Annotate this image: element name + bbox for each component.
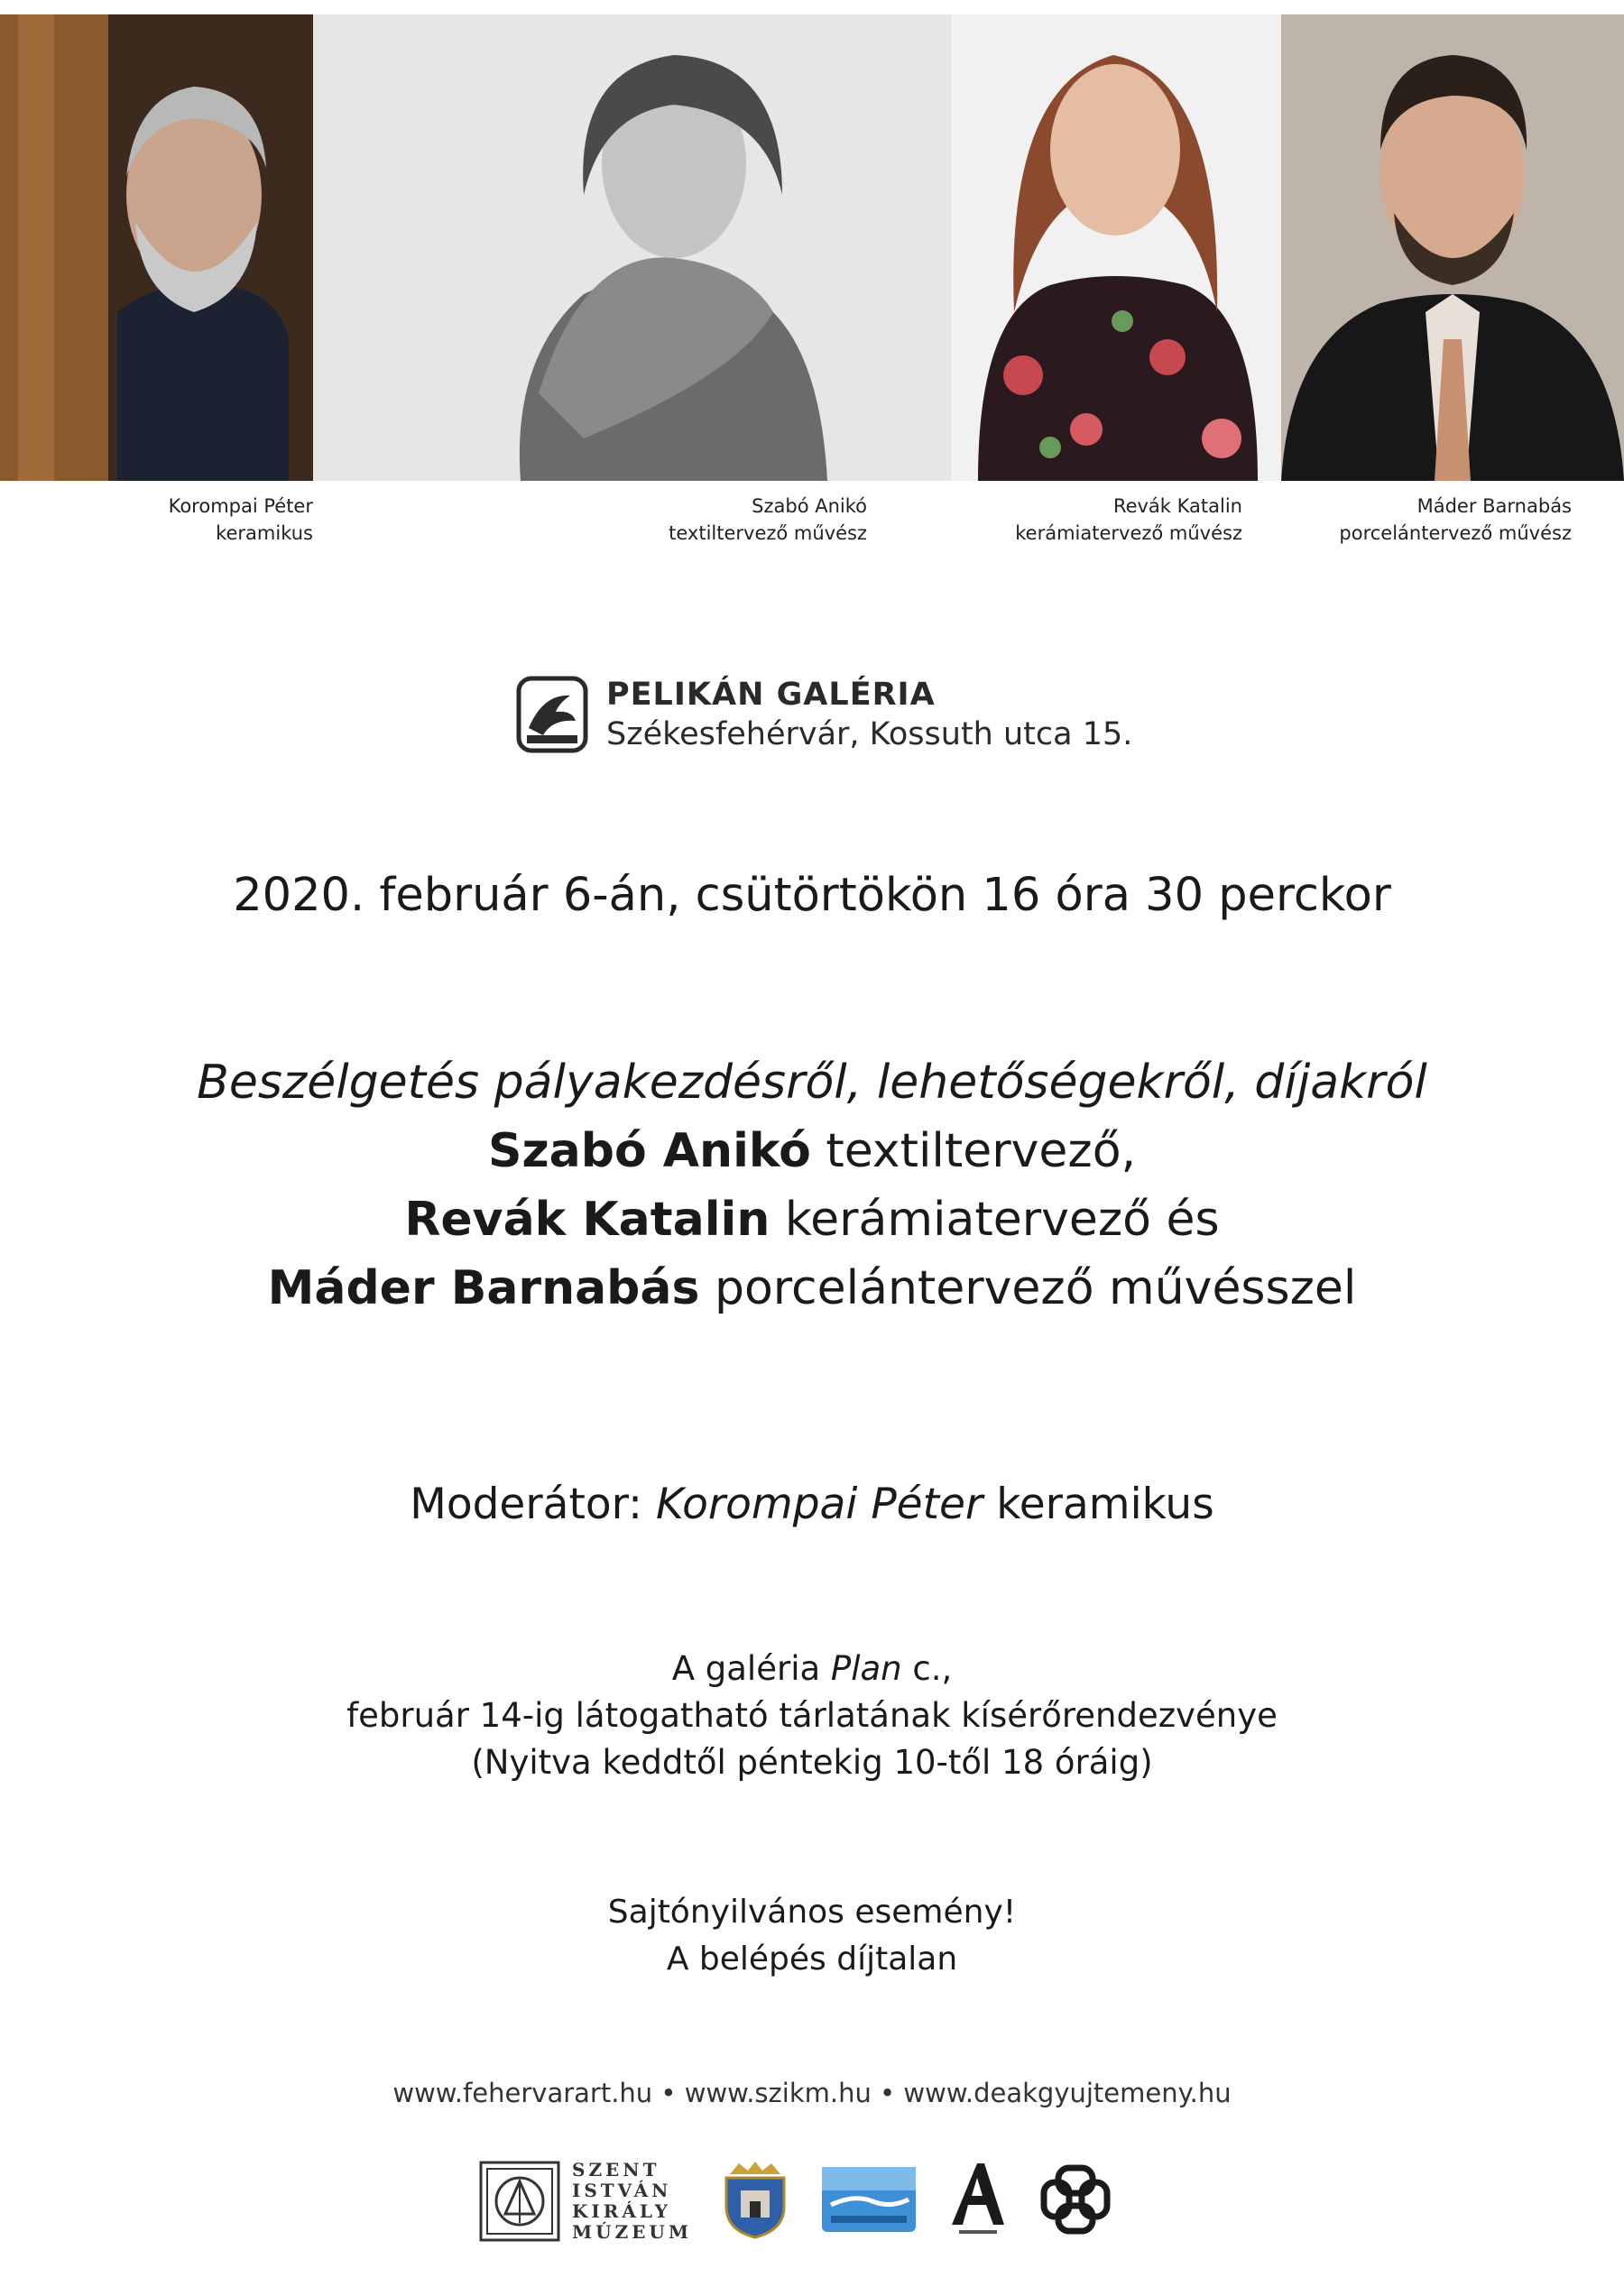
plan-line-1: [0, 1646, 1624, 1692]
guest-line-3: [0, 1254, 1624, 1323]
press-info: [0, 1889, 1624, 1983]
moderator-label: Moderátor:: [410, 1480, 642, 1529]
gallery-text: [606, 675, 1132, 754]
museum-line: MÚZEUM: [572, 2221, 693, 2243]
gallery-address: Székesfehérvár, Kossuth utca 15.: [606, 716, 1133, 752]
city-coat-of-arms-icon: [719, 2158, 791, 2241]
plan-title: Plan: [830, 1649, 902, 1688]
plan-line-2: február 14-ig látogatható tárlatának kísérőrendezvénye: [346, 1696, 1278, 1735]
guest-role: kerámiatervező és: [784, 1193, 1220, 1247]
museum-name: [572, 2160, 692, 2243]
caption-role: porcelántervező művész: [1339, 522, 1572, 544]
telecsettel-logo: [818, 2160, 919, 2243]
knot-logo: [1037, 2161, 1114, 2242]
guest-line-1: [0, 1117, 1624, 1185]
caption-revak-katalin: [1015, 493, 1242, 547]
event-description: [0, 1048, 1624, 1323]
guest-line-2: [0, 1185, 1624, 1254]
knot-logo-icon: [1037, 2161, 1114, 2238]
szikm-logo-icon: [478, 2160, 561, 2243]
event-title: Beszélgetés pályakezdésről, lehetőségekről, díjakról: [197, 1056, 1427, 1110]
museum-line: ISTVÁN: [572, 2180, 672, 2201]
museum-logo: [478, 2160, 692, 2243]
opening-hours: (Nyitva keddtől péntekig 10-től 18 óráig): [471, 1743, 1153, 1782]
sponsor-logos: [478, 2156, 1141, 2246]
moderator-role: keramikus: [996, 1480, 1214, 1529]
museum-line: SZENT: [572, 2159, 660, 2181]
press-line: Sajtónyilvános esemény!: [607, 1894, 1017, 1931]
photo-szabo-aniko: [313, 14, 951, 481]
plan-prefix: A galéria: [671, 1649, 821, 1688]
pelikan-logo-icon: [516, 676, 588, 753]
exhibition-info: [0, 1646, 1624, 1786]
caption-name: Szabó Anikó: [752, 495, 867, 517]
telecsettel-logo-icon: [818, 2160, 919, 2239]
caption-mader-barnabas: [1339, 493, 1572, 547]
moderator-name: Korompai Péter: [655, 1480, 983, 1529]
website-links[interactable]: www.fehervarart.hu • www.szikm.hu • www.deakgyujtemeny.hu: [392, 2078, 1232, 2108]
museum-line: KIRÁLY: [572, 2200, 671, 2222]
caption-szabo-aniko: [669, 493, 867, 547]
guest-role: textiltervező,: [826, 1124, 1137, 1178]
guest-name: Revák Katalin: [404, 1193, 770, 1247]
caption-role: kerámiatervező művész: [1015, 522, 1242, 544]
photo-mader-barnabas: [1281, 14, 1624, 481]
guest-name: Szabó Anikó: [487, 1124, 811, 1178]
gallery-name: PELIKÁN GALÉRIA: [606, 677, 936, 713]
caption-name: Máder Barnabás: [1416, 495, 1572, 517]
caption-name: Korompai Péter: [168, 495, 313, 517]
caption-role: textiltervező művész: [669, 522, 867, 544]
guest-name: Máder Barnabás: [267, 1261, 700, 1315]
a-letter-logo: [946, 2158, 1010, 2245]
free-entry-line: A belépés díjtalan: [666, 1941, 958, 1978]
photo-korompai-peter: [0, 14, 313, 481]
guest-role: porcelántervező művésszel: [714, 1261, 1357, 1315]
caption-role: keramikus: [216, 522, 313, 544]
caption-korompai-peter: [169, 493, 313, 547]
gallery-header: [516, 675, 1132, 754]
caption-name: Revák Katalin: [1112, 495, 1242, 517]
moderator-line: [0, 1476, 1624, 1534]
photo-revak-katalin: [951, 14, 1281, 481]
a-letter-logo-icon: [946, 2158, 1010, 2241]
plan-suffix: c.,: [912, 1649, 953, 1688]
event-date: 2020. február 6-án, csütörtökön 16 óra 30 perckor: [233, 869, 1391, 922]
coat-of-arms-logo: [719, 2158, 791, 2245]
